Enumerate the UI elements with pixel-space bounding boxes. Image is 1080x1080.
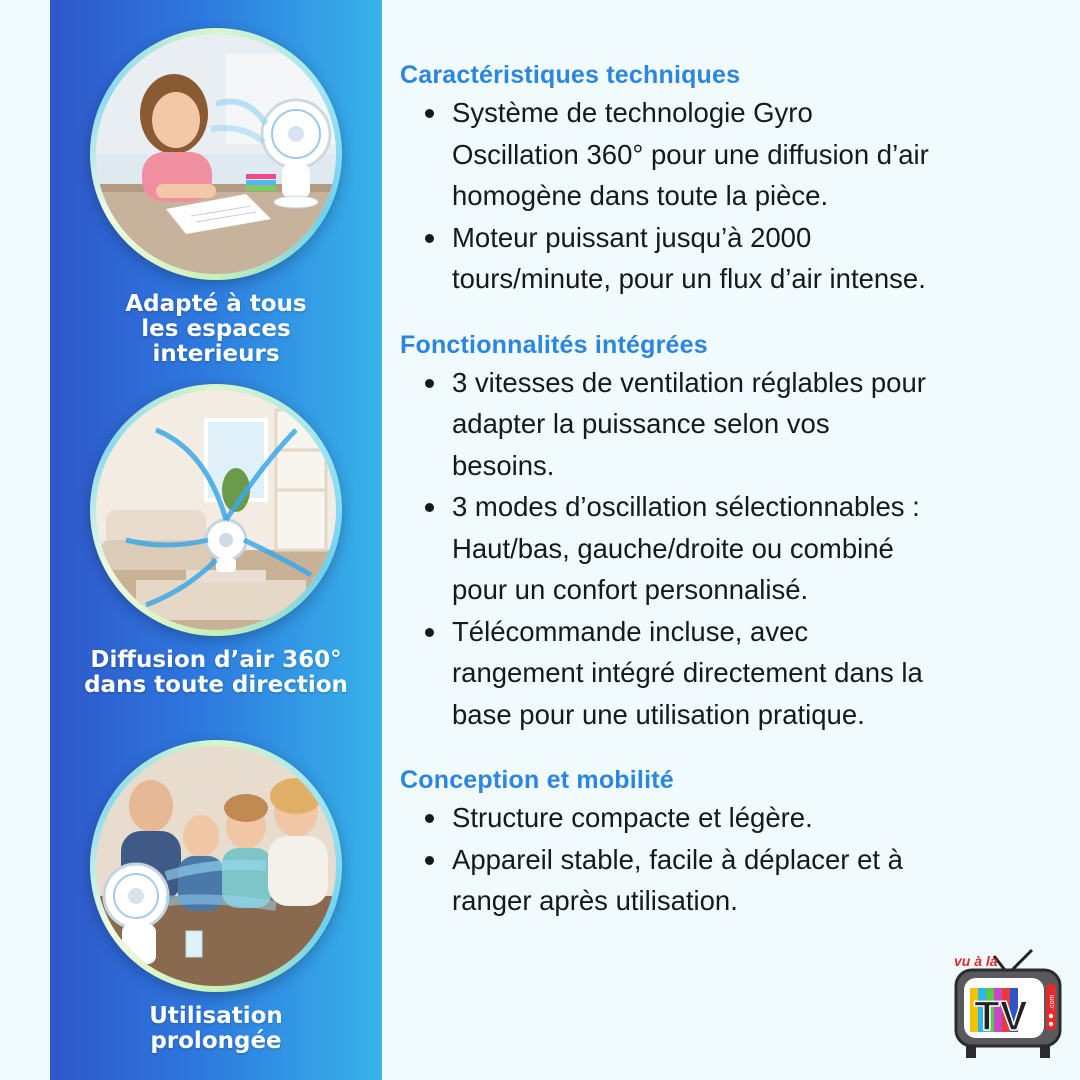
bullet-dot-icon — [425, 379, 434, 388]
bullet-line: homogène dans toute la pièce. — [452, 180, 829, 211]
bullet-line: adapter la puissance selon vos — [452, 408, 830, 439]
bullet-line: Moteur puissant jusqu’à 2000 — [452, 221, 812, 253]
girl-studying-illustration — [96, 34, 336, 274]
bullet-line: Structure compacte et légère. — [452, 802, 813, 833]
feature-card-airflow — [50, 384, 382, 698]
logo-side-text: .com — [1049, 994, 1056, 1010]
feature-image-frame — [90, 384, 342, 636]
bullet-item — [425, 486, 1070, 611]
bullet-dot-icon — [425, 503, 434, 512]
bullet-item — [425, 217, 1070, 300]
girl-studying-image — [96, 34, 336, 274]
bullet-line: base pour une utilisation pratique. — [452, 698, 865, 730]
feature-image-frame — [90, 740, 342, 992]
living-room-image — [96, 390, 336, 630]
bullet-list — [425, 797, 1070, 922]
bullet-line: 3 modes d’oscillation sélectionnables : — [452, 491, 920, 522]
bullet-list — [425, 92, 1070, 300]
bullet-dot-icon — [425, 109, 434, 118]
bullet-list — [425, 362, 1070, 736]
bullet-line: Haut/bas, gauche/droite ou combiné — [452, 532, 894, 564]
feature-image-frame — [90, 28, 342, 280]
section-title: Conception et mobilité — [400, 766, 674, 794]
bullet-line: besoins. — [452, 449, 555, 481]
bullet-line: rangement intégré directement dans la — [452, 657, 923, 688]
caption-line: Adapté à tous — [125, 291, 307, 317]
bullet-line: ranger après utilisation. — [452, 885, 738, 916]
bullet-item — [425, 362, 1070, 487]
bullet-line: Appareil stable, facile à déplacer et à — [452, 843, 903, 875]
living-room-illustration — [96, 390, 336, 630]
left-margin — [0, 0, 50, 1080]
bullet-line: 3 vitesses de ventilation réglables pour — [452, 366, 926, 398]
bullet-item — [425, 797, 1070, 839]
bullet-item — [425, 611, 1070, 736]
feature-caption-airflow — [66, 648, 366, 698]
bullet-item — [425, 92, 1070, 217]
feature-sidebar — [50, 0, 382, 1080]
section-title: Caractéristiques techniques — [400, 61, 741, 89]
bullet-line: tours/minute, pour un flux d’air intense. — [452, 263, 926, 294]
caption-line: dans toute direction — [84, 672, 348, 698]
tv-logo-icon — [948, 944, 1066, 1062]
bullet-line: Système de technologie Gyro — [452, 97, 813, 128]
caption-line: interieurs — [152, 341, 280, 367]
vu-a-la-tv-logo — [948, 944, 1066, 1062]
bullet-line: pour un confort personnalisé. — [452, 574, 809, 605]
feature-caption-extended-use — [66, 1004, 366, 1054]
family-sofa-image — [96, 746, 336, 986]
bullet-line: Télécommande incluse, avec — [452, 615, 809, 647]
bullet-item — [425, 839, 1070, 922]
bullet-dot-icon — [425, 234, 434, 243]
logo-top-text: vu à la — [954, 953, 998, 969]
caption-line: prolongée — [150, 1028, 282, 1054]
bullet-line: Oscillation 360° pour une diffusion d’air — [452, 138, 929, 170]
family-sofa-illustration — [96, 746, 336, 986]
feature-card-indoor — [50, 28, 382, 367]
section-title: Fonctionnalités intégrées — [400, 330, 708, 359]
section-design — [400, 763, 1070, 922]
bullet-dot-icon — [425, 628, 434, 637]
feature-card-extended-use — [50, 740, 382, 1054]
logo-big-text: TV — [974, 992, 1028, 1039]
bullet-dot-icon — [425, 856, 434, 865]
caption-line: les espaces — [141, 316, 291, 342]
caption-line: Utilisation — [149, 1003, 283, 1029]
bullet-dot-icon — [425, 814, 434, 823]
spec-content — [400, 58, 1070, 950]
caption-line: Diffusion d’air 360° — [90, 647, 342, 673]
feature-caption-indoor — [66, 292, 366, 367]
section-features — [400, 328, 1070, 736]
section-technical — [400, 58, 1070, 300]
